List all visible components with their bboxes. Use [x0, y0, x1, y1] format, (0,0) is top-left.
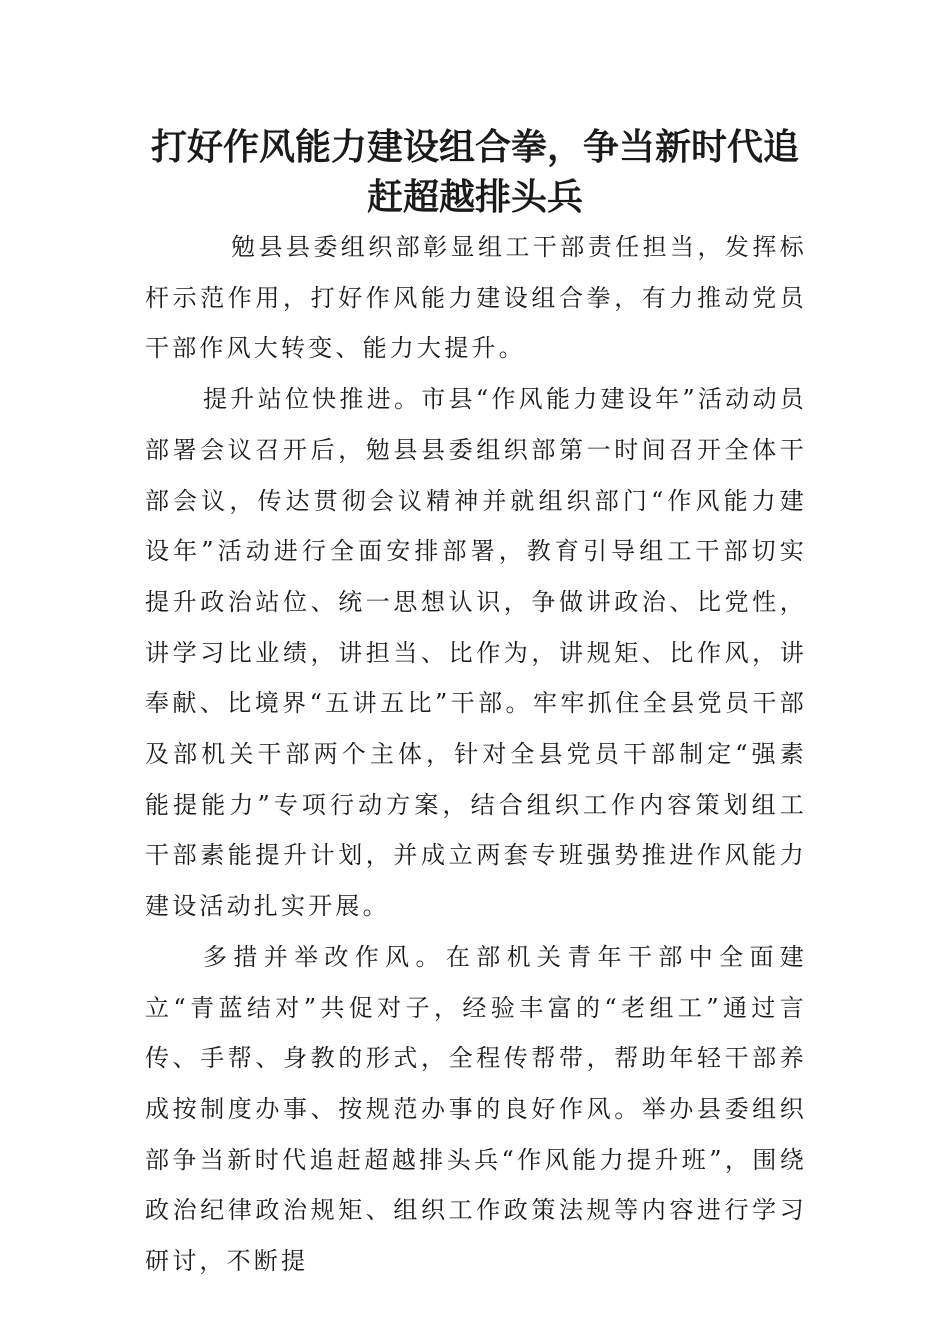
paragraph-improve-style: 多措并举改作风。在部机关青年干部中全面建立“青蓝结对”共促对子，经验丰富的“老组工”通过言传、手帮、身教的形式，全程传帮带，帮助年轻干部养成按制度办事、按规范办事的良好作风。举办县委组织部争当新时代追赶超越排头兵“作风能力提升班”，围绕政治纪律政治规矩、组织工作政策法规等内容进行学习研讨，不断提 [145, 942, 807, 1276]
document-body [145, 222, 807, 1287]
document-title: 打好作风能力建设组合拳，争当新时代追赶超越排头兵 [150, 126, 799, 218]
paragraph-intro: 勉县县委组织部彰显组工干部责任担当，发挥标杆示范作用，打好作风能力建设组合拳，有力推动党员干部作风大转变、能力大提升。 [145, 233, 807, 363]
paragraph-raise-stance: 提升站位快推进。市县“作风能力建设年”活动动员部署会议召开后，勉县县委组织部第一时间召开全体干部会议，传达贯彻会议精神并就组织部门“作风能力建设年”活动进行全面安排部署，教育引导组工干部切实提升政治站位、统一思想认识，争做讲政治、比党性，讲学习比业绩，讲担当、比作为，讲规矩、比作风，讲奉献、比境界“五讲五比”干部。牢牢抓住全县党员干部及部机关干部两个主体，针对全县党员干部制定“强素能提能力”专项行动方案，结合组织工作内容策划组工干部素能提升计划，并成立两套专班强势推进作风能力建设活动扎实开展。 [145, 385, 807, 921]
